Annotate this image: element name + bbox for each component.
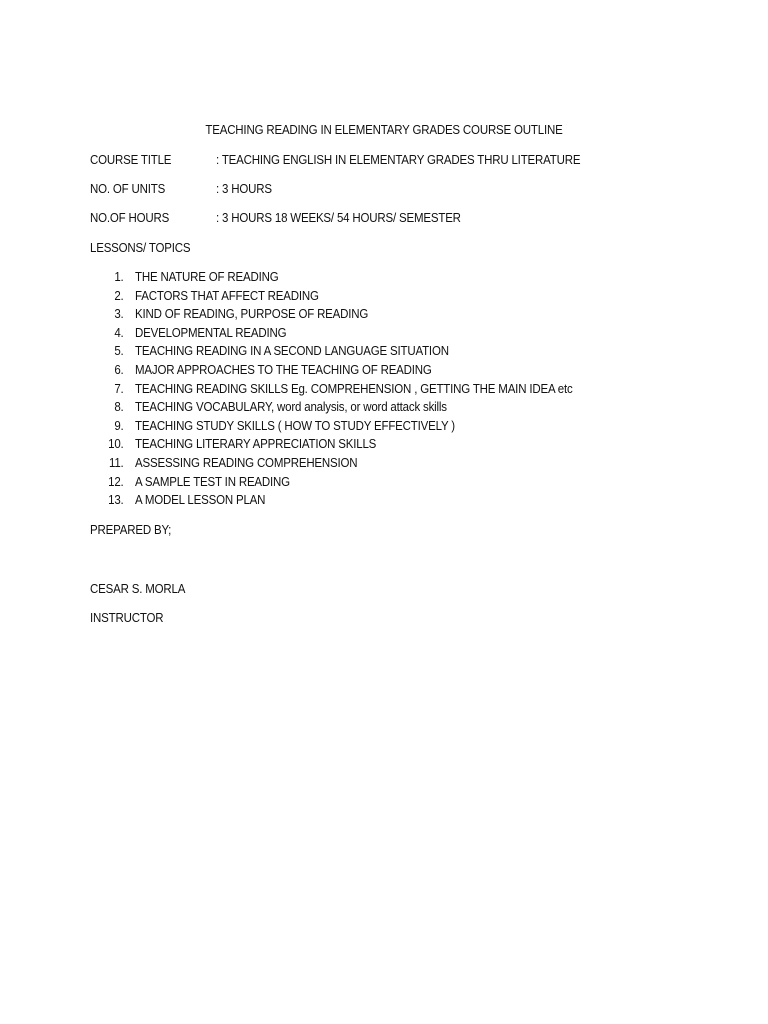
list-item-text: TEACHING VOCABULARY, word analysis, or word attack skills: [135, 400, 447, 415]
author-role: INSTRUCTOR: [90, 611, 164, 625]
document-title: TEACHING READING IN ELEMENTARY GRADES COURSE OUTLINE: [205, 123, 563, 137]
list-item-text: ASSESSING READING COMPREHENSION: [135, 455, 358, 470]
hours-value: : 3 HOURS 18 WEEKS/ 54 HOURS/ SEMESTER: [216, 211, 461, 225]
units-value: : 3 HOURS: [216, 182, 272, 196]
units-label: NO. OF UNITS: [90, 182, 166, 196]
list-item-number: 4.: [114, 325, 124, 340]
course-title-value: : TEACHING ENGLISH IN ELEMENTARY GRADES THRU LITERATURE: [216, 153, 581, 167]
list-item-number: 10.: [108, 437, 124, 452]
list-item-number: 12.: [108, 474, 124, 489]
prepared-by-label: PREPARED BY;: [90, 523, 172, 537]
list-item-number: 9.: [114, 418, 124, 433]
list-item-number: 8.: [114, 400, 124, 415]
list-item-number: 6.: [114, 362, 124, 377]
list-item-number: 2.: [114, 288, 124, 303]
list-item-number: 1.: [114, 270, 124, 284]
list-item-text: THE NATURE OF READING: [135, 270, 279, 284]
list-item-text: TEACHING STUDY SKILLS ( HOW TO STUDY EFFECTIVELY ): [135, 418, 455, 433]
list-item-number: 11.: [108, 455, 124, 470]
author-name: CESAR S. MORLA: [90, 582, 186, 596]
lessons-heading: LESSONS/ TOPICS: [90, 241, 191, 255]
list-item-text: A MODEL LESSON PLAN: [135, 493, 266, 508]
list-item-text: A SAMPLE TEST IN READING: [135, 474, 290, 489]
list-item-text: TEACHING READING SKILLS Eg. COMPREHENSION , GETTING THE MAIN IDEA etc: [135, 381, 573, 396]
list-item-text: TEACHING READING IN A SECOND LANGUAGE SITUATION: [135, 344, 449, 359]
list-item-number: 5.: [114, 344, 124, 359]
list-item-number: 3.: [114, 307, 124, 322]
list-item-text: FACTORS THAT AFFECT READING: [135, 288, 319, 303]
list-item-text: DEVELOPMENTAL READING: [135, 325, 287, 340]
hours-label: NO.OF HOURS: [90, 211, 170, 225]
list-item-text: TEACHING LITERARY APPRECIATION SKILLS: [135, 437, 377, 452]
list-item-number: 13.: [108, 493, 124, 508]
course-title-label: COURSE TITLE: [90, 153, 172, 167]
list-item-text: MAJOR APPROACHES TO THE TEACHING OF READING: [135, 362, 432, 377]
list-item-number: 7.: [114, 381, 124, 396]
list-item-text: KIND OF READING, PURPOSE OF READING: [135, 307, 369, 322]
